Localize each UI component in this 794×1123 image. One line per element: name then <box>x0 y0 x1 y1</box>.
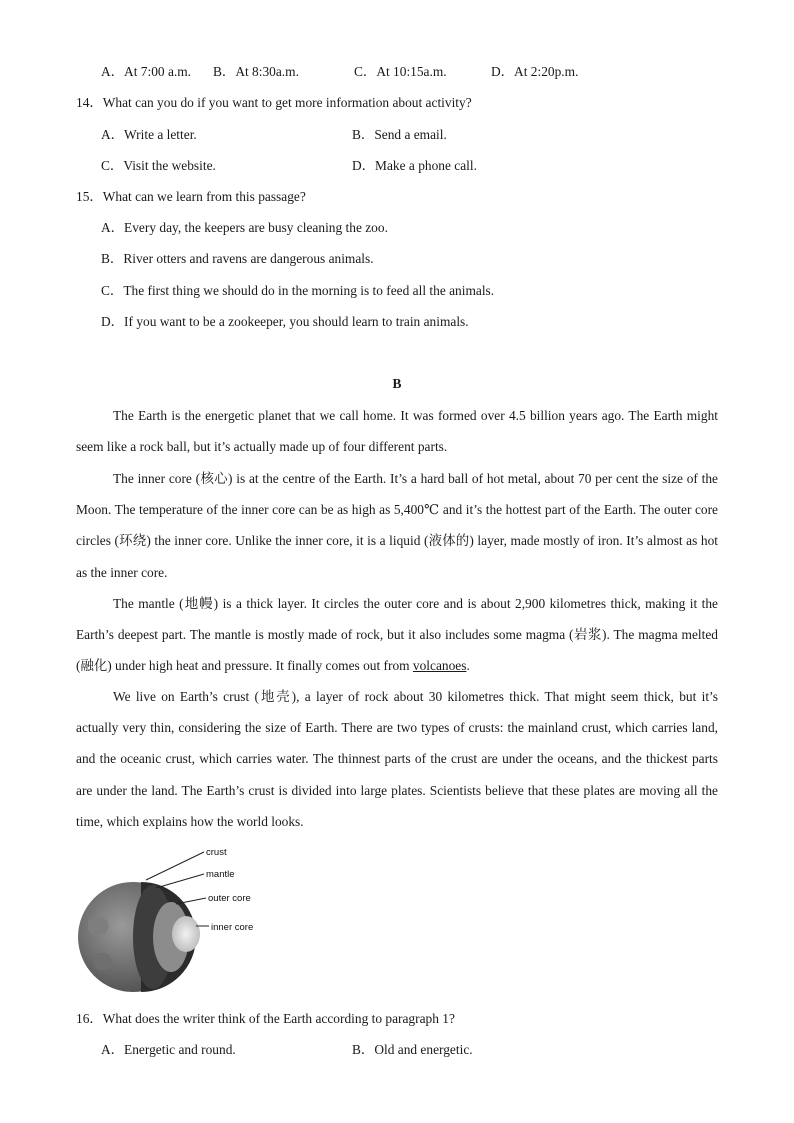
paragraph-2-text: The inner core (核心) is at the centre of the Earth. It’s a hard ball of hot metal, about 70 per cent the size of the Moon. The temperature of the inner core can be as high as 5,400℃ and it’s the hottest part of the Earth. The outer core circles (环绕) the inner core. Unlike the inner core, it is a liquid (液体的) layer, made mostly of iron. It’s almost as hot as the inner core. <box>76 471 718 580</box>
label-outer-core: outer core <box>208 893 251 904</box>
q14-option-d[interactable]: D．Make a phone call. <box>352 158 477 173</box>
continent-shape <box>88 917 109 935</box>
label-inner-core: inner core <box>211 922 254 933</box>
volcanoes-underlined: volcanoes <box>412 658 467 674</box>
paragraph-3-text: The mantle (地幔) is a thick layer. It circles the outer core and is about 2,900 kilometres thick, making it the Earth’s deepest part. The mantle is mostly made of rock, but it also includes some magma (岩浆). The magma melted (融化) under high heat and pressure. It finally comes out from <box>76 596 718 674</box>
q13-option-b[interactable]: B．At 8:30a.m. <box>213 64 299 79</box>
q16-stem: 16．What does the writer think of the Earth according to paragraph 1? <box>76 1011 455 1026</box>
crust-leader-line <box>146 852 204 880</box>
passage-paragraph-3 <box>76 588 718 682</box>
label-crust: crust <box>206 847 227 858</box>
q15-option-d[interactable]: D．If you want to be a zookeeper, you should learn to train animals. <box>101 314 469 329</box>
q15-stem: 15．What can we learn from this passage? <box>76 189 306 204</box>
q16-option-b[interactable]: B．Old and energetic. <box>352 1042 473 1057</box>
q15-option-c[interactable]: C．The first thing we should do in the morning is to feed all the animals. <box>101 283 495 298</box>
q13-option-c[interactable]: C．At 10:15a.m. <box>354 64 447 79</box>
earth-layers-diagram <box>76 842 276 994</box>
q13-option-a[interactable]: A．At 7:00 a.m. <box>101 64 192 79</box>
paragraph-3-end: . <box>466 658 470 674</box>
inner-core-layer <box>172 916 200 952</box>
q15-option-b[interactable]: B．River otters and ravens are dangerous animals. <box>101 251 374 266</box>
q14-option-c[interactable]: C．Visit the website. <box>101 158 216 173</box>
q13-option-d[interactable]: D．At 2:20p.m. <box>491 64 579 79</box>
paragraph-4-text: We live on Earth’s crust (地壳), a layer of rock about 30 kilometres thick. That might seem thick, but it’s actually very thin, considering the size of Earth. There are two types of crusts: the mainland crust, which carries land, and the oceanic crust, which carries water. The thinnest parts of the crust are under the oceans, and the thickest parts are under the land. The Earth’s crust is divided into large plates. Scientists believe that these plates are moving all the time, which explains how the world looks. <box>76 689 718 829</box>
label-mantle: mantle <box>206 869 235 880</box>
q14-option-b[interactable]: B．Send a email. <box>352 127 447 142</box>
section-b-heading: B <box>392 376 402 391</box>
q16-option-a[interactable]: A．Energetic and round. <box>101 1042 236 1057</box>
q15-option-a[interactable]: A．Every day, the keepers are busy cleaning the zoo. <box>101 220 388 235</box>
passage-paragraph-4 <box>76 681 718 837</box>
passage-paragraph-2 <box>76 463 718 588</box>
passage-paragraph-1 <box>76 400 718 462</box>
q14-option-a[interactable]: A．Write a letter. <box>101 127 197 142</box>
paragraph-1-text: The Earth is the energetic planet that we call home. It was formed over 4.5 billion years ago. The Earth might seem like a rock ball, but it’s actually made up of four different parts. <box>76 408 718 455</box>
q14-stem: 14．What can you do if you want to get more information about activity? <box>76 95 472 110</box>
mantle-leader-line <box>156 874 204 888</box>
earth-layers-figure <box>76 842 276 994</box>
